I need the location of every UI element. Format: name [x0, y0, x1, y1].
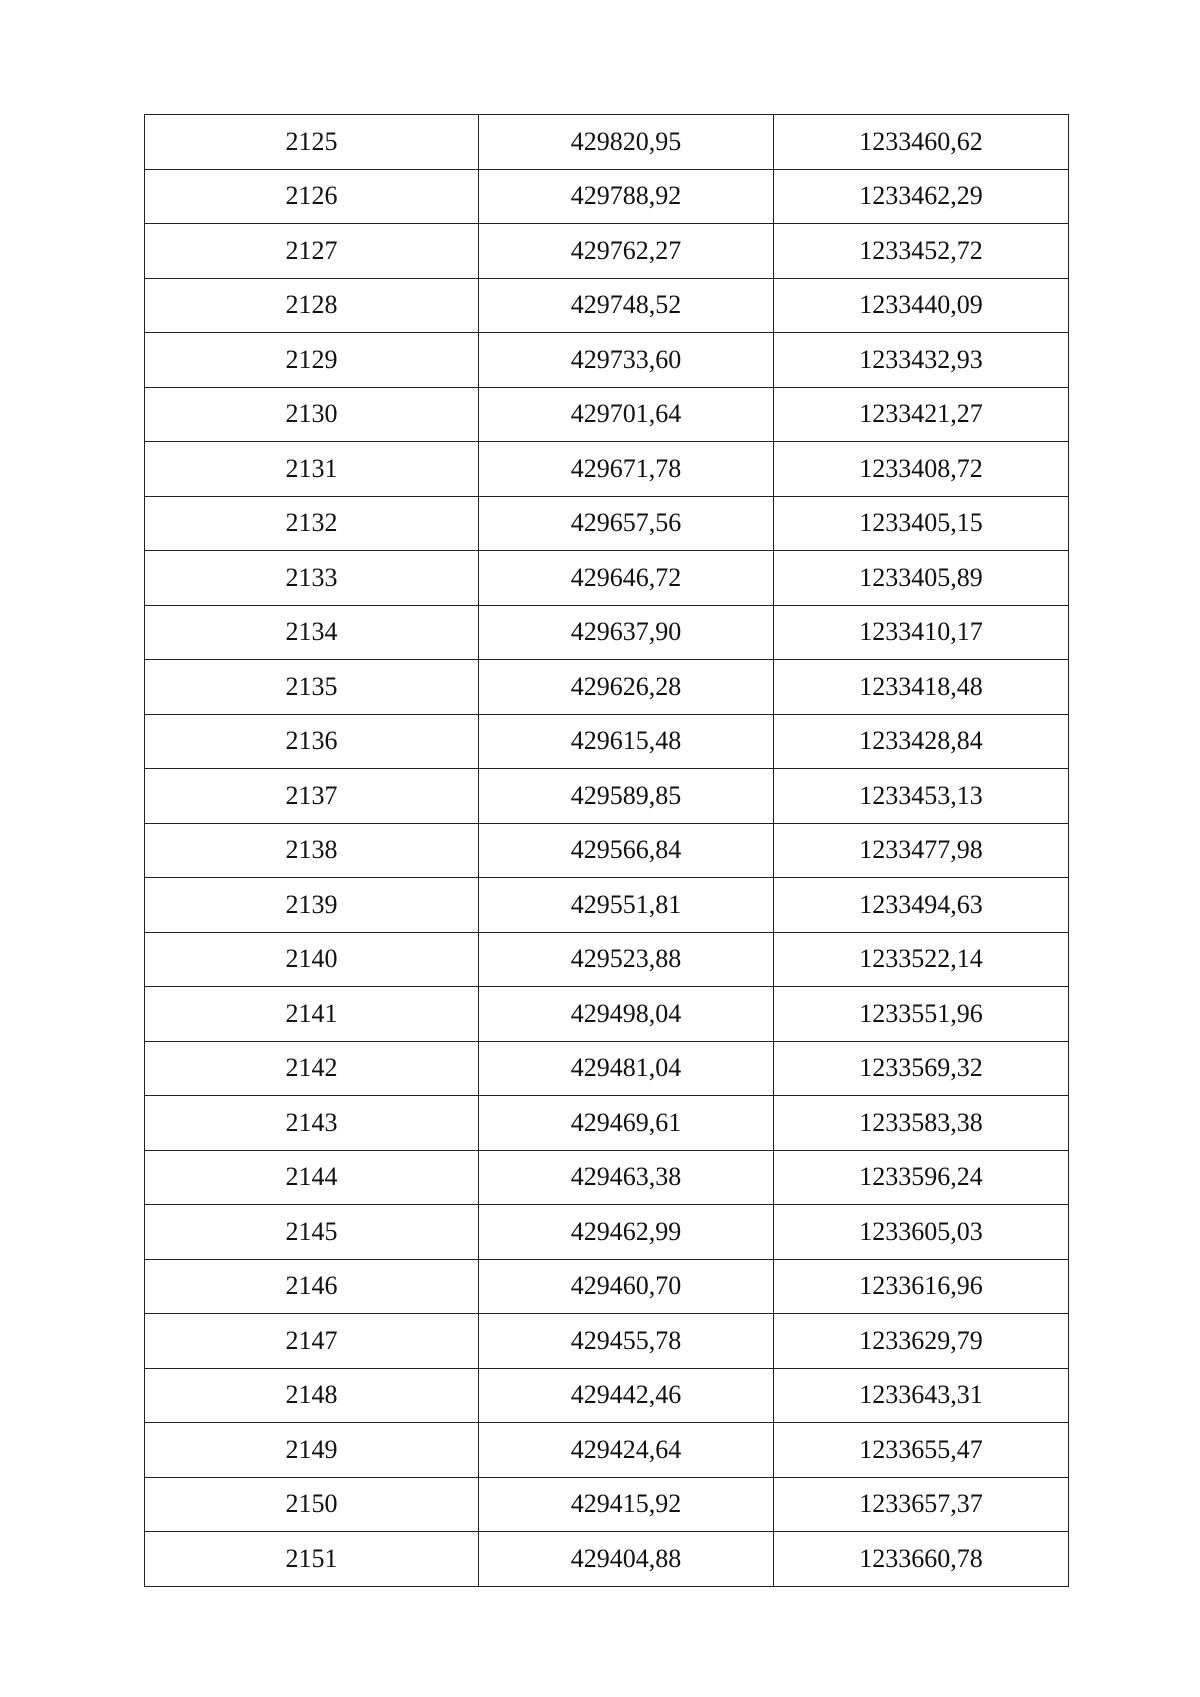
coordinate-x-cell: 429551,81	[479, 878, 774, 933]
coordinate-y-cell: 1233655,47	[774, 1423, 1069, 1478]
table-row	[145, 278, 1069, 333]
point-number-cell: 2142	[145, 1041, 479, 1096]
coordinate-y-cell: 1233629,79	[774, 1314, 1069, 1369]
coordinate-y-cell: 1233440,09	[774, 278, 1069, 333]
table-row	[145, 1477, 1069, 1532]
coordinate-x-cell: 429455,78	[479, 1314, 774, 1369]
coordinate-y-cell: 1233522,14	[774, 932, 1069, 987]
coordinate-y-cell: 1233551,96	[774, 987, 1069, 1042]
coordinate-x-cell: 429469,61	[479, 1096, 774, 1151]
coordinate-x-cell: 429820,95	[479, 115, 774, 170]
coordinate-y-cell: 1233410,17	[774, 605, 1069, 660]
coordinate-x-cell: 429626,28	[479, 660, 774, 715]
coordinate-x-cell: 429415,92	[479, 1477, 774, 1532]
table-row	[145, 551, 1069, 606]
table-row	[145, 333, 1069, 388]
table-row	[145, 224, 1069, 279]
coordinate-y-cell: 1233460,62	[774, 115, 1069, 170]
coordinate-x-cell: 429615,48	[479, 714, 774, 769]
table-row	[145, 169, 1069, 224]
coordinate-y-cell: 1233596,24	[774, 1150, 1069, 1205]
coordinate-y-cell: 1233418,48	[774, 660, 1069, 715]
point-number-cell: 2137	[145, 769, 479, 824]
table-row	[145, 878, 1069, 933]
table-row	[145, 1423, 1069, 1478]
point-number-cell: 2134	[145, 605, 479, 660]
point-number-cell: 2133	[145, 551, 479, 606]
point-number-cell: 2147	[145, 1314, 479, 1369]
table-row	[145, 1205, 1069, 1260]
coordinate-x-cell: 429646,72	[479, 551, 774, 606]
coordinate-y-cell: 1233428,84	[774, 714, 1069, 769]
point-number-cell: 2148	[145, 1368, 479, 1423]
point-number-cell: 2146	[145, 1259, 479, 1314]
table-row	[145, 1096, 1069, 1151]
point-number-cell: 2127	[145, 224, 479, 279]
coordinate-x-cell: 429463,38	[479, 1150, 774, 1205]
coordinate-x-cell: 429498,04	[479, 987, 774, 1042]
point-number-cell: 2149	[145, 1423, 479, 1478]
table-row	[145, 1368, 1069, 1423]
coordinate-x-cell: 429481,04	[479, 1041, 774, 1096]
coordinate-y-cell: 1233462,29	[774, 169, 1069, 224]
coordinate-x-cell: 429748,52	[479, 278, 774, 333]
table-row	[145, 387, 1069, 442]
point-number-cell: 2132	[145, 496, 479, 551]
table-row	[145, 714, 1069, 769]
coordinate-x-cell: 429733,60	[479, 333, 774, 388]
coordinate-x-cell: 429657,56	[479, 496, 774, 551]
table-row	[145, 605, 1069, 660]
coordinate-y-cell: 1233432,93	[774, 333, 1069, 388]
table-row	[145, 1314, 1069, 1369]
point-number-cell: 2144	[145, 1150, 479, 1205]
point-number-cell: 2131	[145, 442, 479, 497]
coordinate-y-cell: 1233477,98	[774, 823, 1069, 878]
coordinate-x-cell: 429462,99	[479, 1205, 774, 1260]
table-row	[145, 823, 1069, 878]
point-number-cell: 2130	[145, 387, 479, 442]
point-number-cell: 2125	[145, 115, 479, 170]
coordinate-y-cell: 1233569,32	[774, 1041, 1069, 1096]
point-number-cell: 2128	[145, 278, 479, 333]
point-number-cell: 2129	[145, 333, 479, 388]
coordinate-y-cell: 1233643,31	[774, 1368, 1069, 1423]
coordinate-x-cell: 429788,92	[479, 169, 774, 224]
coordinate-x-cell: 429671,78	[479, 442, 774, 497]
point-number-cell: 2143	[145, 1096, 479, 1151]
table-row	[145, 987, 1069, 1042]
coordinate-y-cell: 1233408,72	[774, 442, 1069, 497]
point-number-cell: 2150	[145, 1477, 479, 1532]
table-row	[145, 932, 1069, 987]
coordinate-x-cell: 429442,46	[479, 1368, 774, 1423]
coordinate-y-cell: 1233583,38	[774, 1096, 1069, 1151]
coordinate-y-cell: 1233605,03	[774, 1205, 1069, 1260]
point-number-cell: 2141	[145, 987, 479, 1042]
coordinate-x-cell: 429762,27	[479, 224, 774, 279]
point-number-cell: 2140	[145, 932, 479, 987]
point-number-cell: 2126	[145, 169, 479, 224]
table-row	[145, 115, 1069, 170]
coordinate-x-cell: 429589,85	[479, 769, 774, 824]
coordinate-y-cell: 1233405,89	[774, 551, 1069, 606]
point-number-cell: 2135	[145, 660, 479, 715]
coordinate-y-cell: 1233405,15	[774, 496, 1069, 551]
point-number-cell: 2145	[145, 1205, 479, 1260]
coordinate-x-cell: 429701,64	[479, 387, 774, 442]
coordinate-x-cell: 429637,90	[479, 605, 774, 660]
table-row	[145, 1041, 1069, 1096]
coordinate-x-cell: 429566,84	[479, 823, 774, 878]
table-row	[145, 1259, 1069, 1314]
coordinates-table	[144, 114, 1069, 1587]
coordinate-x-cell: 429424,64	[479, 1423, 774, 1478]
coordinate-x-cell: 429460,70	[479, 1259, 774, 1314]
coordinates-table-body	[145, 115, 1069, 1587]
coordinate-y-cell: 1233494,63	[774, 878, 1069, 933]
coordinate-y-cell: 1233421,27	[774, 387, 1069, 442]
table-row	[145, 769, 1069, 824]
coordinate-x-cell: 429404,88	[479, 1532, 774, 1587]
point-number-cell: 2151	[145, 1532, 479, 1587]
coordinate-y-cell: 1233660,78	[774, 1532, 1069, 1587]
coordinate-y-cell: 1233452,72	[774, 224, 1069, 279]
coordinate-x-cell: 429523,88	[479, 932, 774, 987]
table-row	[145, 442, 1069, 497]
coordinate-y-cell: 1233657,37	[774, 1477, 1069, 1532]
point-number-cell: 2139	[145, 878, 479, 933]
point-number-cell: 2138	[145, 823, 479, 878]
table-row	[145, 496, 1069, 551]
table-row	[145, 660, 1069, 715]
point-number-cell: 2136	[145, 714, 479, 769]
coordinate-y-cell: 1233616,96	[774, 1259, 1069, 1314]
table-row	[145, 1150, 1069, 1205]
coordinate-y-cell: 1233453,13	[774, 769, 1069, 824]
table-row	[145, 1532, 1069, 1587]
